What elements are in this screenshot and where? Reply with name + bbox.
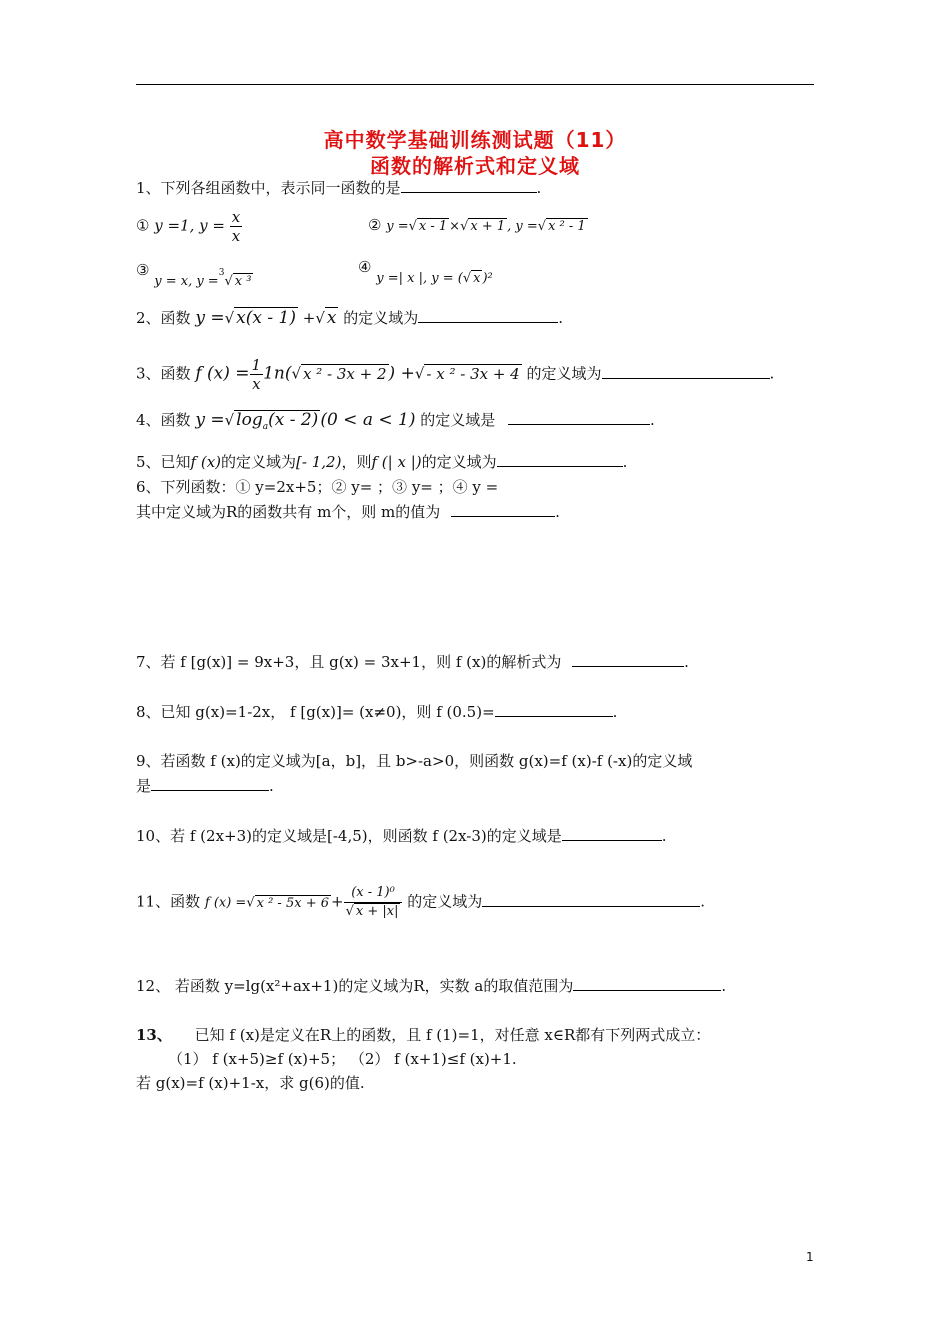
question-6-line-2: 其中定义域为R的函数共有 m个，则 m的值为 .	[136, 500, 560, 523]
page-subtitle: 函数的解析式和定义域	[370, 154, 580, 178]
answer-blank[interactable]	[572, 650, 684, 667]
question-12: 12、 若函数 y=lg(x²+ax+1)的定义域为R，实数 a的取值范围为 .	[136, 974, 726, 997]
answer-blank[interactable]	[151, 774, 269, 791]
question-4: 4、函数 y =√ $\log_a(x - 2) (0 < a < 1)$ 的定义域是 .	[136, 410, 655, 432]
question-9-line-2: 是 .	[136, 774, 274, 797]
question-11: 11、函数 f (x) =√ x ² - 5x + 6 + $\frac{\text{(x - 1)⁰}}{√ x + |x|}$ 的定义域为 .	[136, 885, 706, 919]
sqrt-expression: x ² - 1	[548, 219, 586, 234]
answer-blank[interactable]	[482, 890, 700, 907]
question-1-text: 1、下列各组函数中，表示同一函数的是	[136, 179, 401, 197]
answer-blank[interactable]	[497, 450, 623, 467]
sqrt-expression: x - 1	[418, 219, 448, 234]
fraction: $\frac{x}{x}$	[231, 208, 241, 245]
cube-root-expression: x ³	[234, 274, 252, 289]
answer-blank[interactable]	[451, 500, 555, 517]
question-7: 7、若 f [g(x)] = 9x+3，且 g(x) = 3x+1，则 f (x)的解析式为 .	[136, 650, 689, 673]
answer-blank[interactable]	[562, 824, 662, 841]
sqrt-expression: - x ² - 3x + 4	[426, 364, 520, 383]
fraction: $\frac{1}{x}$	[251, 356, 262, 393]
question-3: 3、函数 f (x) = $\frac{1}{x}$ 1n(√ x ² - 3x + 2 ) +√ - x ² - 3x + 4 的定义域为 .	[136, 356, 775, 393]
answer-blank[interactable]	[573, 974, 721, 991]
header-rule	[136, 84, 814, 85]
answer-blank[interactable]	[602, 362, 770, 379]
answer-blank[interactable]	[418, 306, 558, 323]
question-1-option-2: ② y =√ x - 1 ×√ x + 1 , y =√ x ² - 1	[368, 216, 586, 234]
question-1-option-4: ④ y =| x |, y = (√ x )²	[358, 258, 493, 286]
question-13-task: 若 g(x)=f (x)+1-x，求 g(6)的值.	[136, 1074, 365, 1092]
question-8: 8、已知 g(x)=1-2x， f [g(x)]= (x≠0)，则 f (0.5)= .	[136, 700, 617, 723]
question-1-option-3: ③ y = x, y =$^3$√ x ³	[136, 261, 252, 289]
sqrt-expression: x + 1	[470, 219, 506, 234]
sqrt-expression: x ² - 5x + 6	[256, 895, 329, 911]
question-10: 10、若 f (2x+3)的定义域是[-4,5)，则函数 f (2x-3)的定义域是 .	[136, 824, 667, 847]
question-13-conditions: （1） f (x+5)≥f (x)+5； （2） f (x+1)≤f (x)+1.	[168, 1050, 517, 1068]
question-1: 1、下列各组函数中，表示同一函数的是 .	[136, 176, 541, 199]
sqrt-expression: x ² - 3x + 2	[303, 364, 387, 383]
answer-blank[interactable]	[495, 700, 613, 717]
fraction: $\frac{\text{(x - 1)⁰}}{√ x + |x|}$	[344, 884, 403, 921]
sqrt-expression: x	[326, 308, 337, 328]
page-title: 高中数学基础训练测试题（11）	[323, 128, 627, 152]
question-1-option-1: ① y =1, y = $\frac{x}{x}$	[136, 208, 241, 245]
question-5: 5、已知f (x)的定义域为[- 1,2)，则f (| x |)的定义域为 .	[136, 450, 627, 473]
sqrt-expression: x	[473, 271, 481, 286]
question-13: 13、 已知 f (x)是定义在R上的函数，且 f (1)=1，对任意 x∈R都有下列两式成立：	[136, 1026, 711, 1044]
question-2: 2、函数 y =√ x(x - 1) +√ x 的定义域为 .	[136, 308, 564, 328]
answer-blank[interactable]	[508, 408, 650, 425]
sqrt-expression: x(x - 1)	[236, 308, 296, 328]
question-9: 9、若函数 f (x)的定义域为[a，b]，且 b>-a>0，则函数 g(x)=f (x)-f (-x)的定义域	[136, 752, 693, 770]
answer-blank[interactable]	[401, 176, 537, 193]
question-6: 6、下列函数：① y=2x+5；② y= ；③ y= ；④ y =	[136, 478, 499, 496]
page-number: 1	[806, 1250, 814, 1264]
